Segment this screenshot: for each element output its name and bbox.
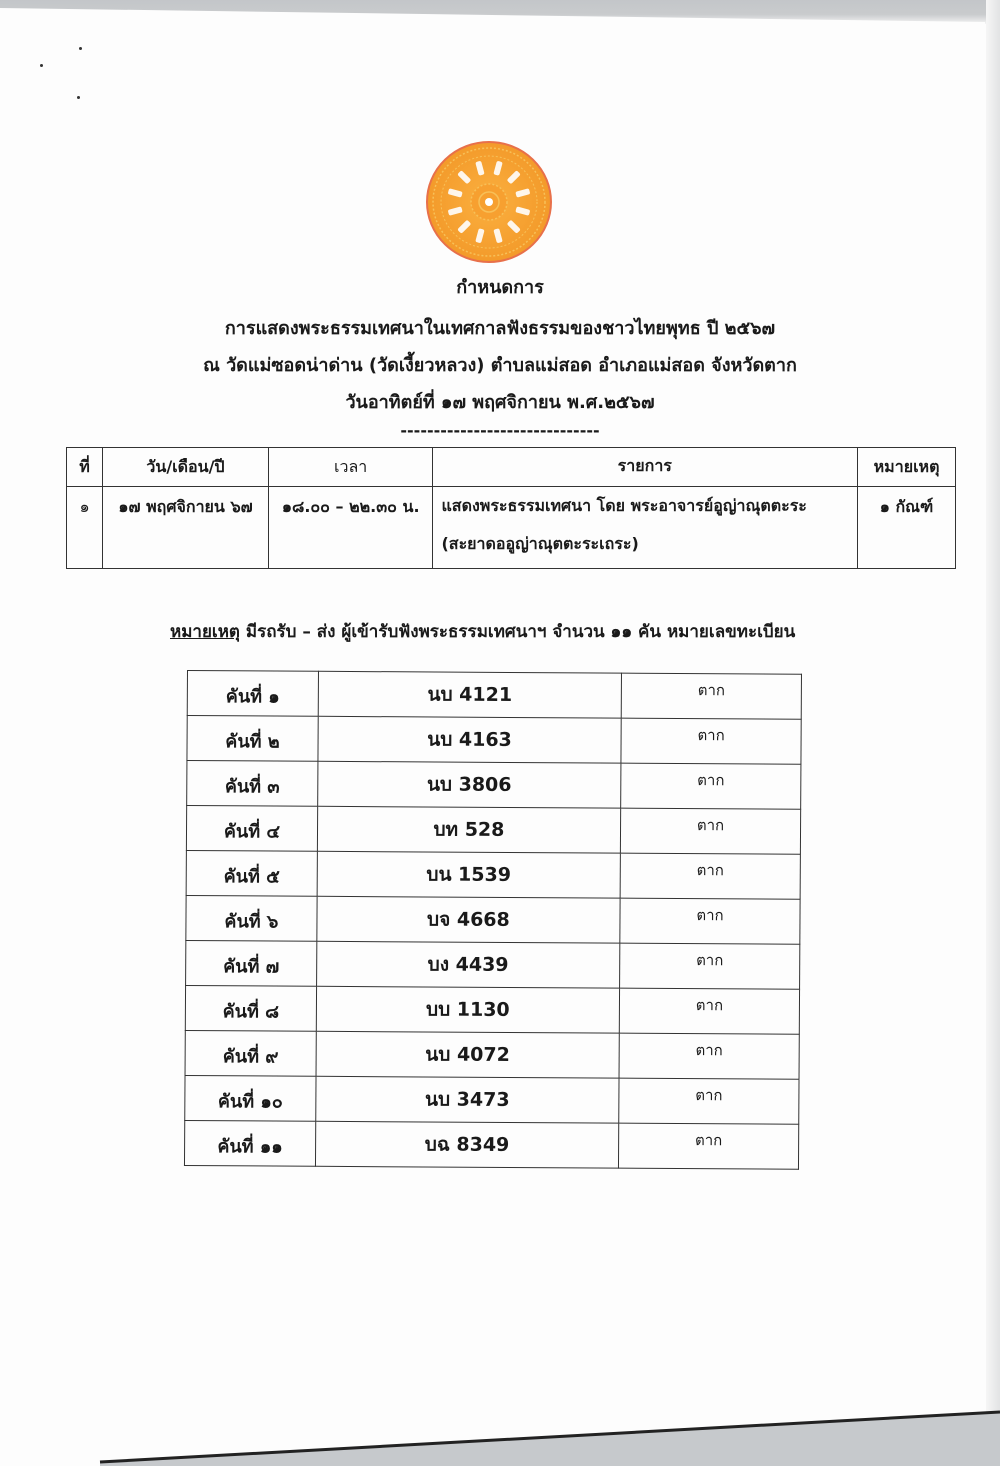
vehicle-plate: นบ 4072 [316,1031,619,1078]
vehicle-label: คันที่ ๘ [185,985,316,1031]
vehicle-province: ตาก [619,1033,799,1079]
vehicle-plate: นบ 4121 [318,671,621,718]
vehicle-plate: นบ 4163 [318,716,621,763]
document-date: วันอาทิตย์ที่ ๑๗ พฤศจิกายน พ.ศ.๒๕๖๗ [345,392,655,413]
table-row [187,671,801,720]
vehicle-plate: บท 528 [317,806,620,853]
dharma-wheel-icon [425,140,553,264]
vehicle-province: ตาก [620,808,800,854]
row-note: ๑ กัณฑ์ [858,487,956,569]
table-header-row [67,448,956,487]
header-time: เวลา [268,448,433,487]
row-time: ๑๘.๐๐ – ๒๒.๓๐ น. [268,487,433,569]
vehicle-label: คันที่ ๒ [187,716,318,762]
row-item-line2: (สะยาดออูญ่าณุตตะระเถระ) [441,534,639,553]
vehicle-province: ตาก [619,988,799,1034]
vehicle-plate: บง 4439 [316,941,619,988]
table-row [185,1030,799,1079]
vehicle-label: คันที่ ๑ [187,671,318,717]
vehicle-label: คันที่ ๔ [186,806,317,852]
table-row [185,1075,799,1124]
vehicle-label: คันที่ ๓ [187,761,318,807]
remark-text: มีรถรับ – ส่ง ผู้เข้ารับฟังพระธรรมเทศนาฯ จำนวน ๑๑ คัน หมายเลขทะเบียน [245,622,796,642]
table-row [184,1120,798,1169]
vehicle-label: คันที่ ๙ [185,1030,316,1076]
vehicle-province: ตาก [621,718,801,764]
vehicle-province: ตาก [621,763,801,809]
table-row [67,487,956,569]
vehicle-plate: นบ 3806 [318,761,621,808]
table-row [186,850,800,899]
remark-line [170,618,795,645]
header-no: ที่ [67,448,103,487]
scan-edge-top [0,0,1000,24]
vehicle-plate: นบ 3473 [316,1076,619,1123]
vehicle-province: ตาก [621,673,801,719]
scan-speck [77,96,80,99]
document-heading: กำหนดการ [456,277,544,298]
vehicle-province: ตาก [620,943,800,989]
document-subtitle: การแสดงพระธรรมเทศนาในเทศกาลฟังธรรมของชาวไทยพุทธ ปี ๒๕๖๗ [224,318,776,339]
vehicle-province: ตาก [618,1123,798,1169]
vehicle-plate: บจ 4668 [317,896,620,943]
vehicle-label: คันที่ ๑๐ [185,1075,316,1121]
header-item: รายการ [433,448,858,487]
scan-speck [40,64,43,67]
scan-speck [79,47,82,50]
divider-line: ------------------------------ [400,421,600,440]
vehicle-label: คันที่ ๖ [186,895,317,941]
remark-label: หมายเหตุ [170,622,240,642]
row-item [433,487,858,569]
table-row [186,895,800,944]
row-no: ๑ [67,487,103,569]
table-row [186,806,800,855]
vehicle-plate: บน 1539 [317,851,620,898]
vehicle-plate: บฉ 8349 [315,1121,618,1168]
vehicle-province: ตาก [619,1078,799,1124]
vehicle-label: คันที่ ๑๑ [184,1120,315,1166]
vehicle-table [184,670,802,1170]
row-date: ๑๗ พฤศจิกายน ๖๗ [103,487,269,569]
vehicle-province: ตาก [620,898,800,944]
vehicle-plate: บบ 1130 [316,986,619,1033]
vehicle-province: ตาก [620,853,800,899]
vehicle-label: คันที่ ๗ [186,940,317,986]
header-note: หมายเหตุ [858,448,956,487]
scan-edge-right [986,0,1000,1466]
schedule-table [66,447,956,569]
document-location: ณ วัดแม่ซอดน่าด่าน (วัดเงี้ยวหลวง) ตำบลแม่สอด อำเภอแม่สอด จังหวัดตาก [203,355,797,376]
row-item-line1: แสดงพระธรรมเทศนา โดย พระอาจารย์อูญ่าณุตตะระ [441,496,807,515]
header-date: วัน/เดือน/ปี [103,448,269,487]
vehicle-label: คันที่ ๕ [186,850,317,896]
table-row [187,716,801,765]
table-row [185,985,799,1034]
table-row [186,940,800,989]
table-row [187,761,801,810]
